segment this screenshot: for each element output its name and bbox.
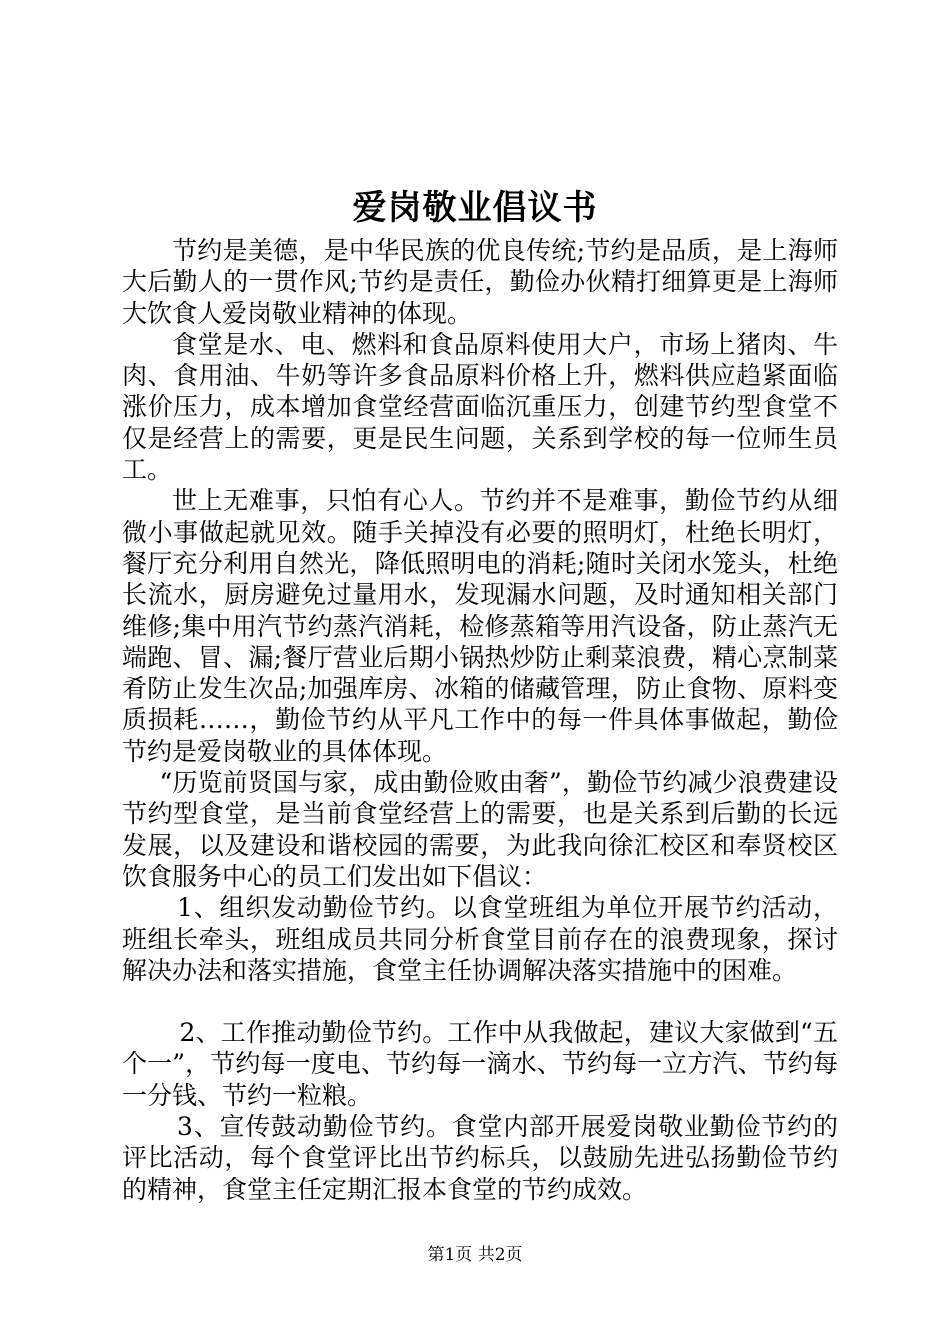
document-body xyxy=(122,235,838,1205)
proposal-item-3: 3、宣传鼓动勤俭节约。食堂内部开展爱岗敬业勤俭节约的评比活动，每个食堂评比出节约标兵，以鼓励先进弘扬勤俭节约的精神，食堂主任定期汇报本食堂的节约成效。 xyxy=(122,1112,838,1204)
paragraph-saving-measures: 世上无难事，只怕有心人。节约并不是难事，勤俭节约从细微小事做起就见效。随手关掉没有必要的照明灯，杜绝长明灯，餐厅充分利用自然光，降低照明电的消耗;随时关闭水笼头，杜绝长流水，厨房避免过量用水，发现漏水问题，及时通知相关部门维修;集中用汽节约蒸汽消耗，检修蒸箱等用汽设备，防止蒸汽无端跑、冒、漏;餐厅营业后期小锅热炒防止剩菜浪费，精心烹制菜肴防止发生次品;加强库房、冰箱的储藏管理，防止食物、原料变质损耗……，勤俭节约从平凡工作中的每一件具体事做起，勤俭节约是爱岗敬业的具体体现。 xyxy=(122,486,838,766)
proposal-item-2: 2、工作推动勤俭节约。工作中从我做起，建议大家做到“五个一”，节约每一度电、节约每一滴水、节约每一立方汽、节约每一分钱、节约一粒粮。 xyxy=(122,1018,838,1110)
paragraph-frugality-virtue: 节约是美德，是中华民族的优良传统;节约是品质，是上海师大后勤人的一贯作风;节约是责任，勤俭办伙精打细算更是上海师大饮食人爱岗敬业精神的体现。 xyxy=(122,236,838,328)
proposal-item-1: 1、组织发动勤俭节约。以食堂班组为单位开展节约活动，班组长牵头，班组成员共同分析食堂目前存在的浪费现象，探讨解决办法和落实措施，食堂主任协调解决落实措施中的困难。 xyxy=(122,893,838,985)
document-title: 爱岗敬业倡议书 xyxy=(352,188,598,228)
page-number-footer: 第1页 共2页 xyxy=(427,1245,523,1265)
paragraph-canteen-pressure: 食堂是水、电、燃料和食品原料使用大户，市场上猪肉、牛肉、食用油、牛奶等许多食品原料价格上升，燃料供应趋紧面临涨价压力，成本增加食堂经营面临沉重压力，创建节约型食堂不仅是经营上的需要，更是民生问题，关系到学校的每一位师生员工。 xyxy=(122,329,838,485)
paragraph-proposal-intro: “历览前贤国与家，成由勤俭败由奢”，勤俭节约减少浪费建设节约型食堂，是当前食堂经营上的需要，也是关系到后勤的长远发展，以及建设和谐校园的需要，为此我向徐汇校区和奉贤校区饮食服务中心的员工们发出如下倡议： xyxy=(122,768,838,891)
